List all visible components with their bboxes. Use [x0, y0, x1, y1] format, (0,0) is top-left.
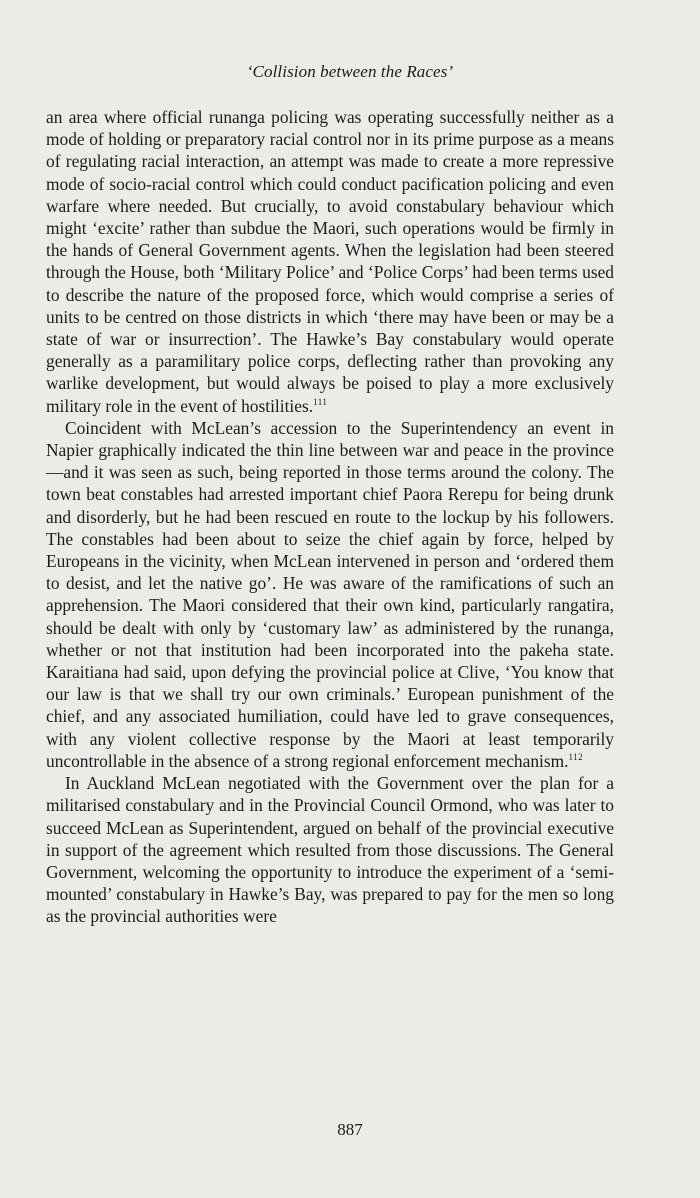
paragraph-1 — [46, 106, 614, 417]
paragraph-3-text: In Auckland McLean negotiated with the Government over the plan for a militarised constabulary and in the Provincial Council Ormond, who was later to succeed McLean as Superintendent, argued on behalf of the provincial executive in support of the agreement which resulted from those discussions. The General Government, welcoming the opportunity to introduce the experiment of a ‘semi-mounted’ constabulary in Hawke’s Bay, was prepared to pay for the men so long as the provincial authorities were — [46, 773, 614, 927]
body-text — [46, 106, 614, 928]
page-number: 887 — [337, 1120, 363, 1139]
paragraph-3 — [46, 772, 614, 927]
footnote-ref-111: 111 — [313, 396, 328, 407]
paragraph-1-text: an area where official runanga policing was operating successfully neither as a mode of holding or preparatory racial control nor in its prime purpose as a means of regulating racial interaction, an attempt was made to create a more repressive mode of socio-racial control which could conduct pacification policing and even warfare where needed. But crucially, to avoid constabulary behaviour which might ‘excite’ rather than subdue the Maori, such operations would be firmly in the hands of General Government agents. When the legislation had been steered through the House, both ‘Military Police’ and ‘Police Corps’ had been terms used to describe the nature of the proposed force, which would comprise a series of units to be centred on those districts in which ‘there may have been or may be a state of war or insurrection’. The Hawke’s Bay constabulary would operate generally as a paramilitary police corps, deflecting rather than provoking any warlike development, but would always be poised to play a more exclusively military role in the event of hostilities. — [46, 107, 614, 416]
paragraph-2 — [46, 417, 614, 772]
footnote-ref-112: 112 — [568, 752, 584, 763]
paragraph-2-text: Coincident with McLean’s accession to the Superintendency an event in Napier graphically indicated the thin line between war and peace in the province—and it was seen as such, being reported in those terms around the colony. The town beat constables had arrested important chief Paora Rerepu for being drunk and disorderly, but he had been rescued en route to the lockup by his followers. The constables had been about to seize the chief again by force, helped by Europeans in the vicinity, when McLean intervened in person and ‘ordered them to desist, and let the native go’. He was aware of the ramifications of such an apprehension. The Maori considered that their own kind, particularly rangatira, should be dealt with only by ‘customary law’ as administered by the runanga, whether or not that institution had been incorporated into the pakeha state. Karaitiana had said, upon defying the provincial police at Clive, ‘You know that our law is that we shall try our own criminals.’ European punishment of the chief, and any associated humiliation, could have led to grave consequences, with any violent collective response by the Maori at least temporarily uncontrollable in the absence of a strong regional enforcement mechanism. — [46, 417, 614, 771]
running-head: ‘Collision between the Races’ — [246, 62, 454, 81]
